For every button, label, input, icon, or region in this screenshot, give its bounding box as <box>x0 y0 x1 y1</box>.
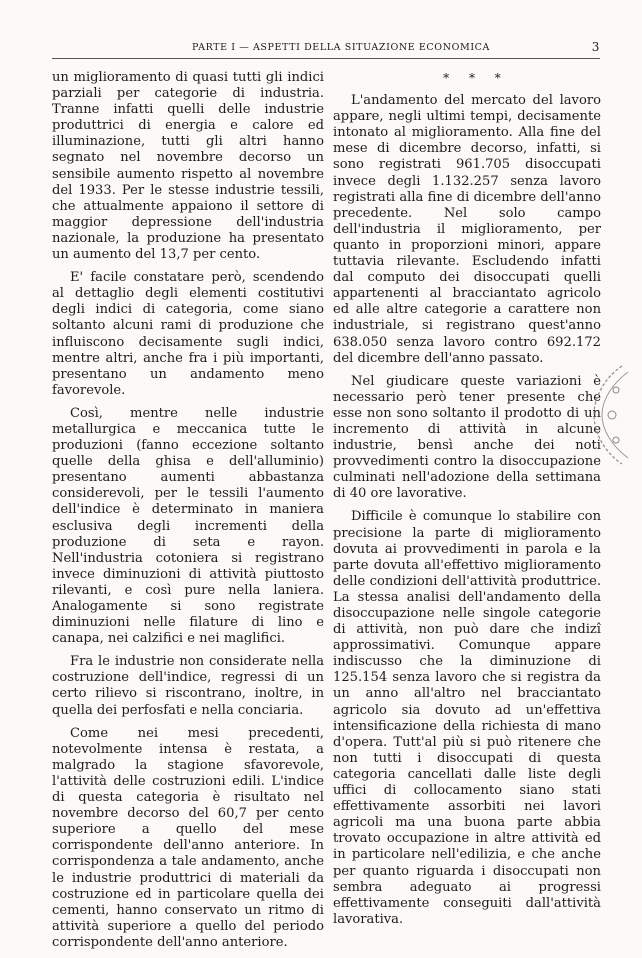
paragraph: un miglioramento di quasi tutti gli indici parziali per categorie di industria. Tranne infatti quelli delle industrie produttrici di energia e calore ed illuminazione, tutti gli altri hanno segnato nel novembre decorso un sensibile aumento rispetto al novembre del 1933. Per le stesse industrie tessili, che attualmente appaiono il settore di maggior depressione dell'industria nazionale, la produzione ha presentato un aumento del 13,7 per cento. <box>52 70 324 263</box>
running-title: PARTE I — ASPETTI DELLA SITUAZIONE ECONOMICA <box>192 42 490 53</box>
paragraph: Come nei mesi precedenti, notevolmente intensa è restata, a malgrado la stagione sfavorevole, l'attività delle costruzioni edili. L'indice di questa categoria è risultato nel novembre decorso del 60,7 per cento superiore a quello del mese corrispondente dell'anno anteriore. In corrispondenza a tale andamento, anche le industrie produttrici di materiali da costruzione ed in particolare quella dei cementi, hanno conservato un ritmo di attività superiore a quello del periodo corrispondente dell'anno anteriore. <box>52 725 324 950</box>
paragraph: Difficile è comunque lo stabilire con precisione la parte di miglioramento dovuta ai provvedimenti in parola e la parte dovuta all'effettivo miglioramento delle condizioni dell'attività produttrice. La stessa analisi dell'andamento della disoccupazione nelle singole categorie di attività, non può dare che indizî approssimativi. Comunque appare indiscusso che la diminuzione di 125.154 senza lavoro che si registra da un anno all'altro nel bracciantato agricolo sia dovuto ad un'effettiva intensificazione della richiesta di mano d'opera. Tutt'al più si può ritenere che non tutti i disoccupati di questa categoria cancellati dalle liste degli uffici di collocamento siano stati effettivamente assorbiti nei lavori agricoli ma una buona parte abbia trovato occupazione in altre attività ed in particolare nell'edilizia, e che anche per quanto riguarda i disoccupati non sembra adeguato ai progressi effettivamente conseguiti dall'attività lavorativa. <box>333 509 601 927</box>
paragraph: E' facile constatare però, scendendo al dettaglio degli elementi costitutivi degli indici di categoria, come siano soltanto alcuni rami di produzione che influiscono decisamente sugli indici, mentre altri, anche fra i più importanti, presentano un andamento meno favorevole. <box>52 270 324 398</box>
paragraph: L'andamento del mercato del lavoro appare, negli ultimi tempi, decisamente intonato al miglioramento. Alla fine del mese di dicembre decorso, infatti, si sono registrati 961.705 disoccupati invece degli 1.132.257 senza lavoro registrati alla fine di dicembre dell'anno precedente. Nel solo campo dell'industria il miglioramento, per quanto in proporzioni minori, appare tuttavia rilevante. Escludendo infatti dal computo dei disoccupati quelli appartenenti al bracciantato agricolo ed alle altre categorie a carattere non industriale, si registrano quest'anno 638.050 senza lavoro contro 692.172 del dicembre dell'anno passato. <box>333 93 601 366</box>
running-header <box>52 42 600 58</box>
page-number: 3 <box>591 40 600 54</box>
section-separator: * * * <box>443 71 509 85</box>
paragraph: Fra le industrie non considerate nella costruzione dell'indice, regressi di un certo rilievo si riscontrano, inoltre, in quella dei perfosfati e nella conciaria. <box>52 654 324 718</box>
right-column <box>333 70 601 935</box>
library-stamp-icon <box>582 360 632 470</box>
paragraph: Così, mentre nelle industrie metallurgica e meccanica tutte le produzioni (fanno eccezione soltanto quelle della ghisa e dell'alluminio) presentano aumenti abbastanza considerevoli, per le tessili l'aumento dell'indice è determinato in maniera esclusiva degli incrementi della produzione di seta e rayon. Nell'industria cotoniera si registrano invece diminuzioni di attività piuttosto rilevanti, e così pure nella laniera. Analogamente si sono registrate diminuzioni nelle filature di lino e canapa, nei calzifici e nei maglifici. <box>52 405 324 647</box>
paragraph: Nel giudicare queste variazioni è necessario però tener presente che esse non sono soltanto il prodotto di un incremento di attività in alcune industrie, bensì anche dei noti provvedimenti contro la disoccupazione culminati nell'adozione della settimana di 40 ore lavorative. <box>333 373 601 502</box>
left-column <box>52 70 324 958</box>
header-rule <box>52 58 600 59</box>
